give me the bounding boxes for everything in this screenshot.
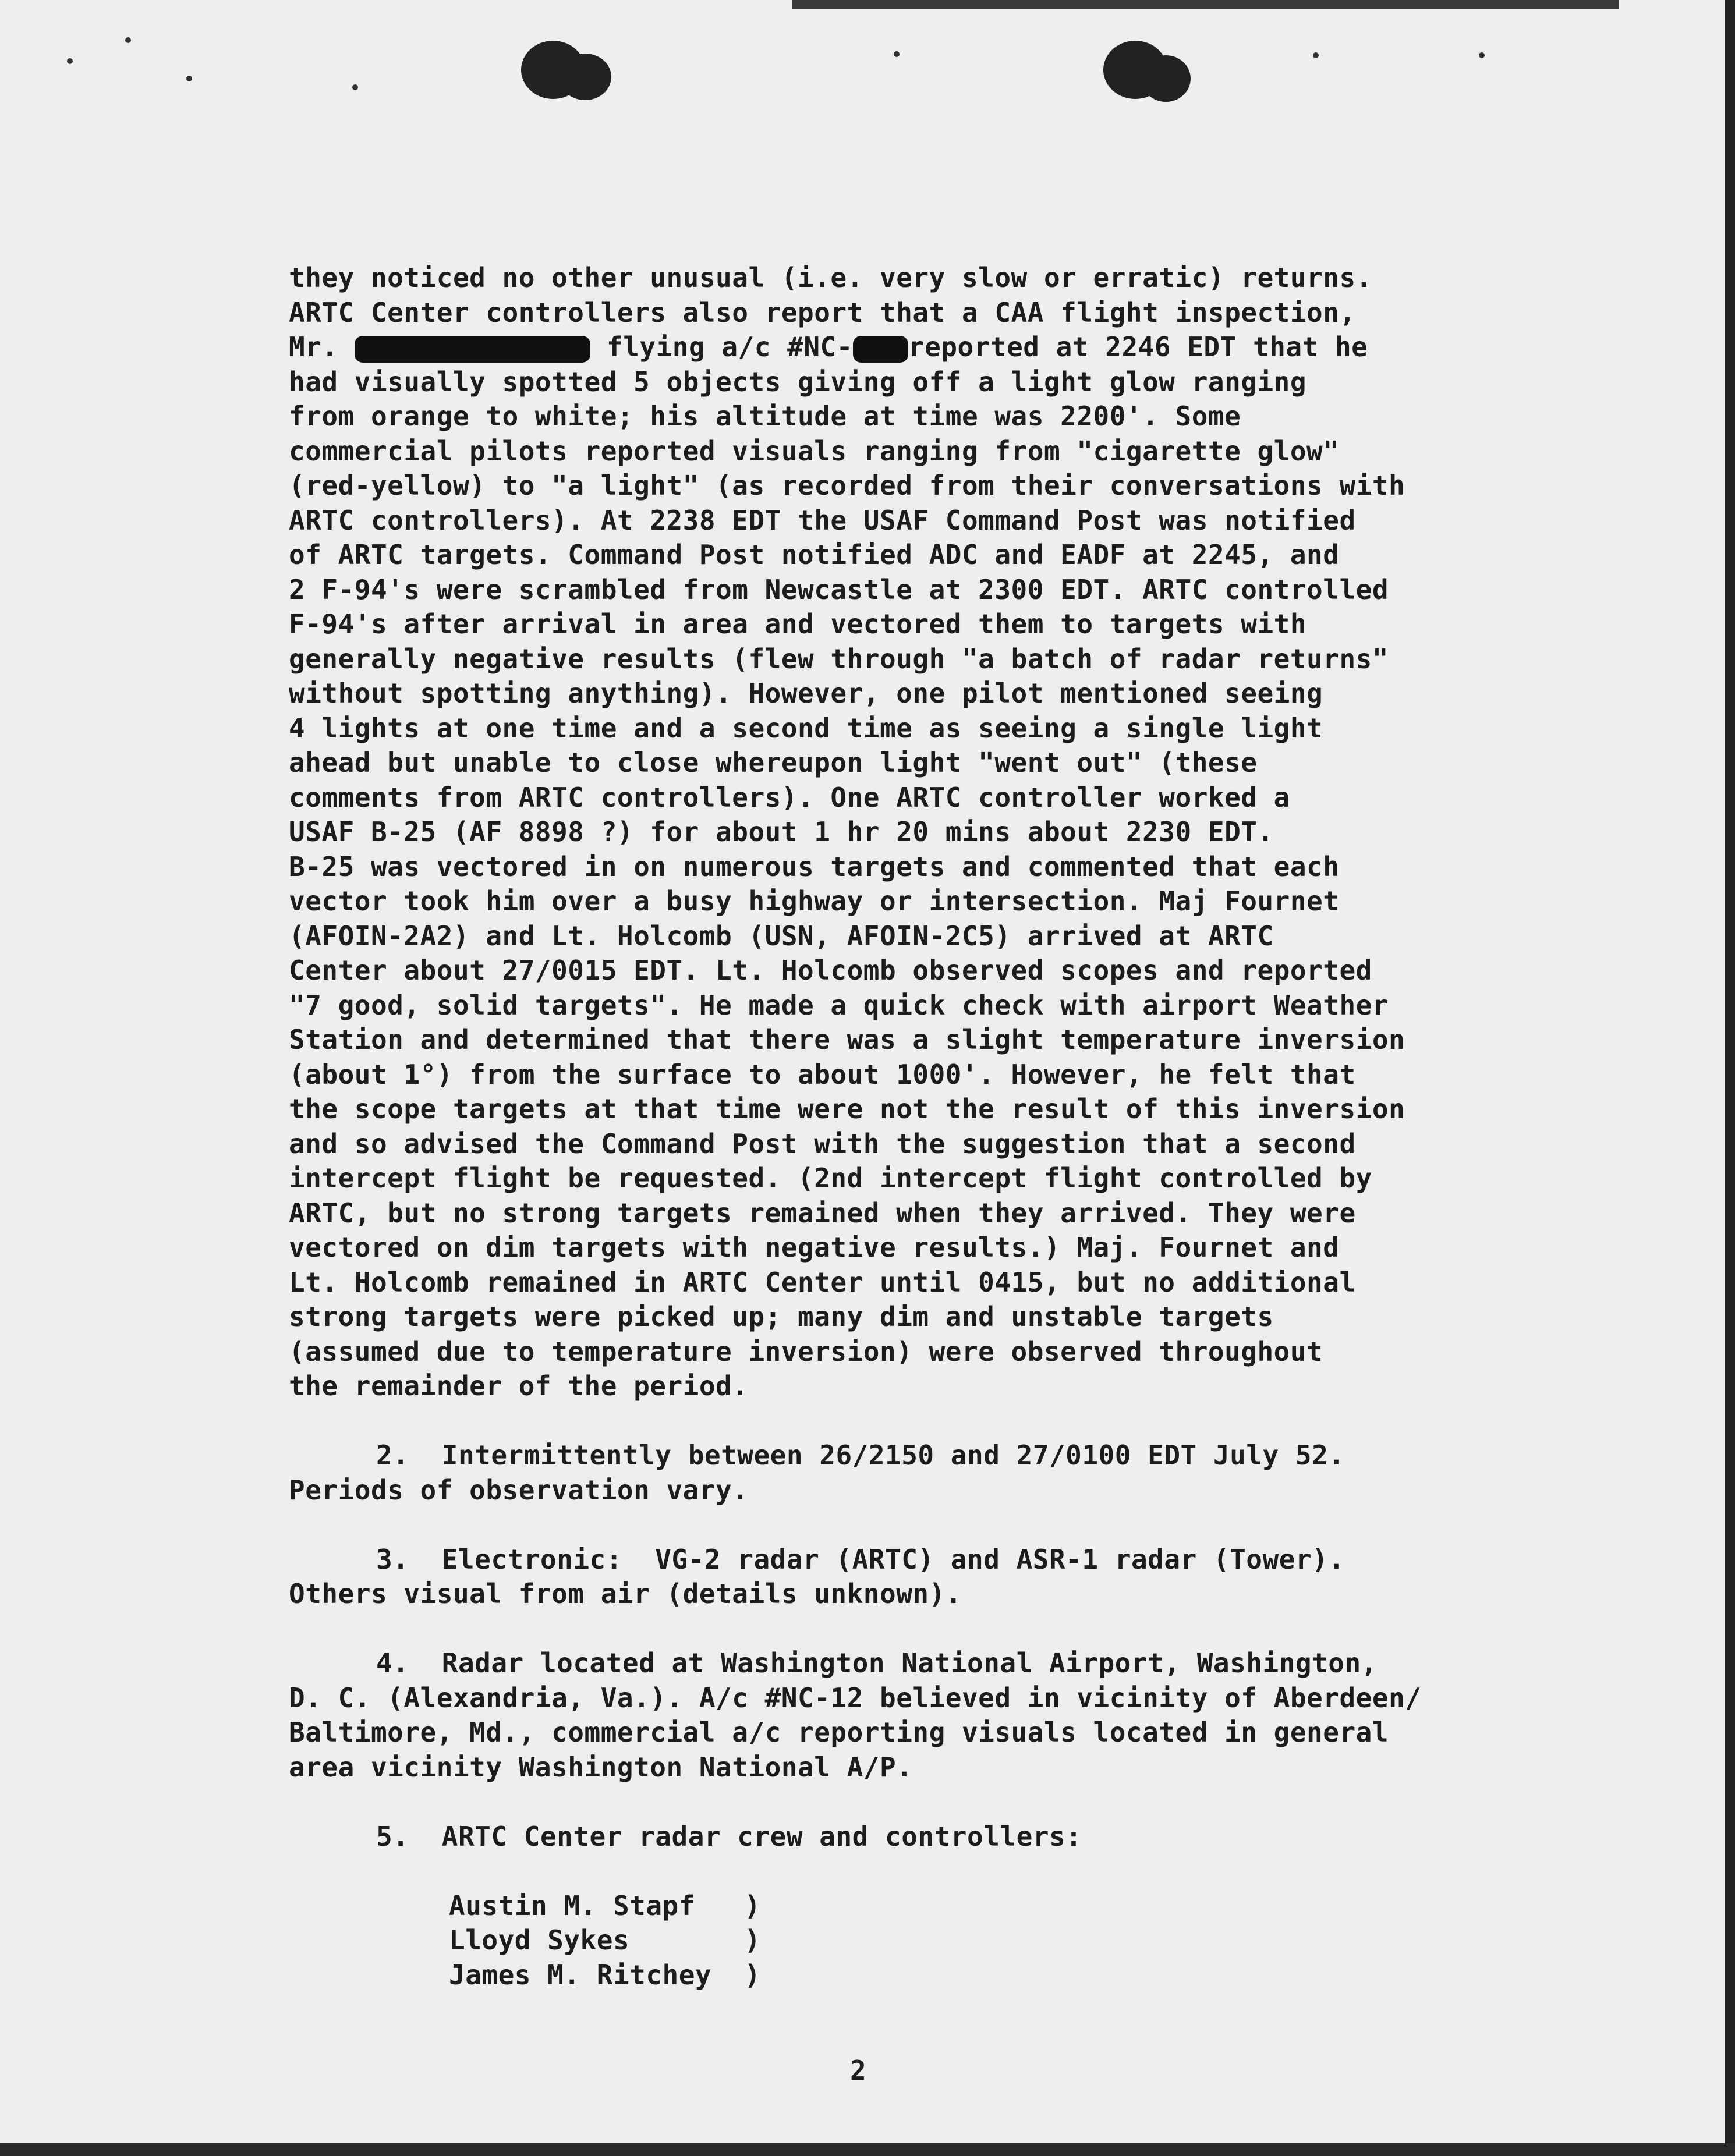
paragraph-5-line: 5. ARTC Center radar crew and controllers: xyxy=(376,1820,1082,1852)
body-line: F-94's after arrival in area and vectored them to targets with xyxy=(289,608,1307,640)
body-line: and so advised the Command Post with the suggestion that a second xyxy=(289,1127,1356,1159)
line-suffix: reported at 2246 EDT that he xyxy=(908,331,1368,363)
body-line: ARTC controllers). At 2238 EDT the USAF Command Post was notified xyxy=(289,504,1356,536)
body-line: from orange to white; his altitude at time was 2200'. Some xyxy=(289,400,1241,432)
body-line: the scope targets at that time were not the result of this inversion xyxy=(289,1093,1405,1125)
paragraph-gap xyxy=(289,1404,1500,1439)
paragraph-4-line: D. C. (Alexandria, Va.). A/c #NC-12 believed in vicinity of Aberdeen/ xyxy=(289,1682,1422,1714)
body-line: 4 lights at one time and a second time as seeing a single light xyxy=(289,712,1323,744)
scan-speck xyxy=(125,37,131,43)
redaction-tail xyxy=(853,336,908,363)
scan-speck xyxy=(186,76,192,81)
paragraph-gap xyxy=(289,1508,1500,1542)
body-line: ARTC, but no strong targets remained when they arrived. They were xyxy=(289,1197,1356,1229)
body-line: USAF B-25 (AF 8898 ?) for about 1 hr 20 mins about 2230 EDT. xyxy=(289,816,1274,847)
body-line: they noticed no other unusual (i.e. very slow or erratic) returns. xyxy=(289,262,1372,293)
paragraph-gap xyxy=(289,1854,1500,1889)
punch-hole-left-overlap xyxy=(559,54,611,100)
paragraph-4-line: area vicinity Washington National A/P. xyxy=(289,1751,913,1783)
body-line: "7 good, solid targets". He made a quick check with airport Weather xyxy=(289,989,1389,1021)
body-line: had visually spotted 5 objects giving off a light glow ranging xyxy=(289,366,1307,398)
scan-speck xyxy=(894,51,900,57)
scan-edge-bottom xyxy=(0,2143,1735,2156)
paragraph-gap xyxy=(289,1612,1500,1647)
body-line: intercept flight be requested. (2nd intercept flight controlled by xyxy=(289,1162,1372,1194)
line-middle: flying a/c #NC- xyxy=(607,331,853,363)
page-number: 2 xyxy=(850,2055,866,2086)
paragraph-gap xyxy=(289,1785,1500,1820)
scan-speck xyxy=(67,58,73,64)
paragraph-3-line: Others visual from air (details unknown). xyxy=(289,1578,962,1609)
paragraph-3-line: 3. Electronic: VG-2 radar (ARTC) and ASR-1 radar (Tower). xyxy=(376,1543,1345,1575)
crew-name: James M. Ritchey ) xyxy=(449,1959,761,1991)
redaction-name xyxy=(355,336,590,363)
crew-name: Austin M. Stapf ) xyxy=(449,1889,761,1921)
scan-speck xyxy=(1313,52,1319,58)
paragraph-2-line: 2. Intermittently between 26/2150 and 27/0100 EDT July 52. xyxy=(376,1439,1345,1471)
body-line: (red-yellow) to "a light" (as recorded from their conversations with xyxy=(289,470,1405,501)
body-line: B-25 was vectored in on numerous targets and commented that each xyxy=(289,850,1340,882)
paragraph-2-line: Periods of observation vary. xyxy=(289,1474,749,1506)
body-line-redacted xyxy=(289,330,1500,365)
scan-edge-right xyxy=(1725,0,1735,2156)
line-prefix: Mr. xyxy=(289,331,338,363)
body-line: ARTC Center controllers also report that a CAA flight inspection, xyxy=(289,296,1356,328)
body-line: Station and determined that there was a slight temperature inversion xyxy=(289,1024,1405,1055)
body-line: commercial pilots reported visuals ranging from "cigarette glow" xyxy=(289,435,1340,467)
body-line: ahead but unable to close whereupon light "went out" (these xyxy=(289,747,1258,778)
punch-hole-right-overlap xyxy=(1141,55,1191,102)
body-line: generally negative results (flew through "a batch of radar returns" xyxy=(289,643,1389,675)
body-line: without spotting anything). However, one pilot mentioned seeing xyxy=(289,678,1323,709)
document-body xyxy=(289,261,1500,1992)
body-line: (assumed due to temperature inversion) were observed throughout xyxy=(289,1335,1323,1367)
body-line: Lt. Holcomb remained in ARTC Center until 0415, but no additional xyxy=(289,1266,1356,1298)
body-line: vectored on dim targets with negative results.) Maj. Fournet and xyxy=(289,1232,1340,1263)
body-line: of ARTC targets. Command Post notified ADC and EADF at 2245, and xyxy=(289,539,1340,570)
body-line: the remainder of the period. xyxy=(289,1370,749,1402)
body-line: (AFOIN-2A2) and Lt. Holcomb (USN, AFOIN-2C5) arrived at ARTC xyxy=(289,920,1274,952)
body-line: Center about 27/0015 EDT. Lt. Holcomb observed scopes and reported xyxy=(289,955,1372,986)
paragraph-4-line: Baltimore, Md., commercial a/c reporting visuals located in general xyxy=(289,1717,1389,1748)
scan-edge-top xyxy=(792,0,1619,9)
body-line: (about 1°) from the surface to about 1000'. However, he felt that xyxy=(289,1058,1356,1090)
body-line: strong targets were picked up; many dim and unstable targets xyxy=(289,1301,1274,1332)
scan-speck xyxy=(352,84,358,90)
crew-name: Lloyd Sykes ) xyxy=(449,1924,761,1956)
body-line: 2 F-94's were scrambled from Newcastle at 2300 EDT. ARTC controlled xyxy=(289,573,1389,605)
body-line: vector took him over a busy highway or intersection. Maj Fournet xyxy=(289,885,1340,917)
paragraph-4-line: 4. Radar located at Washington National Airport, Washington, xyxy=(376,1647,1378,1679)
scan-speck xyxy=(1479,52,1485,58)
body-line: comments from ARTC controllers). One ARTC controller worked a xyxy=(289,781,1290,813)
